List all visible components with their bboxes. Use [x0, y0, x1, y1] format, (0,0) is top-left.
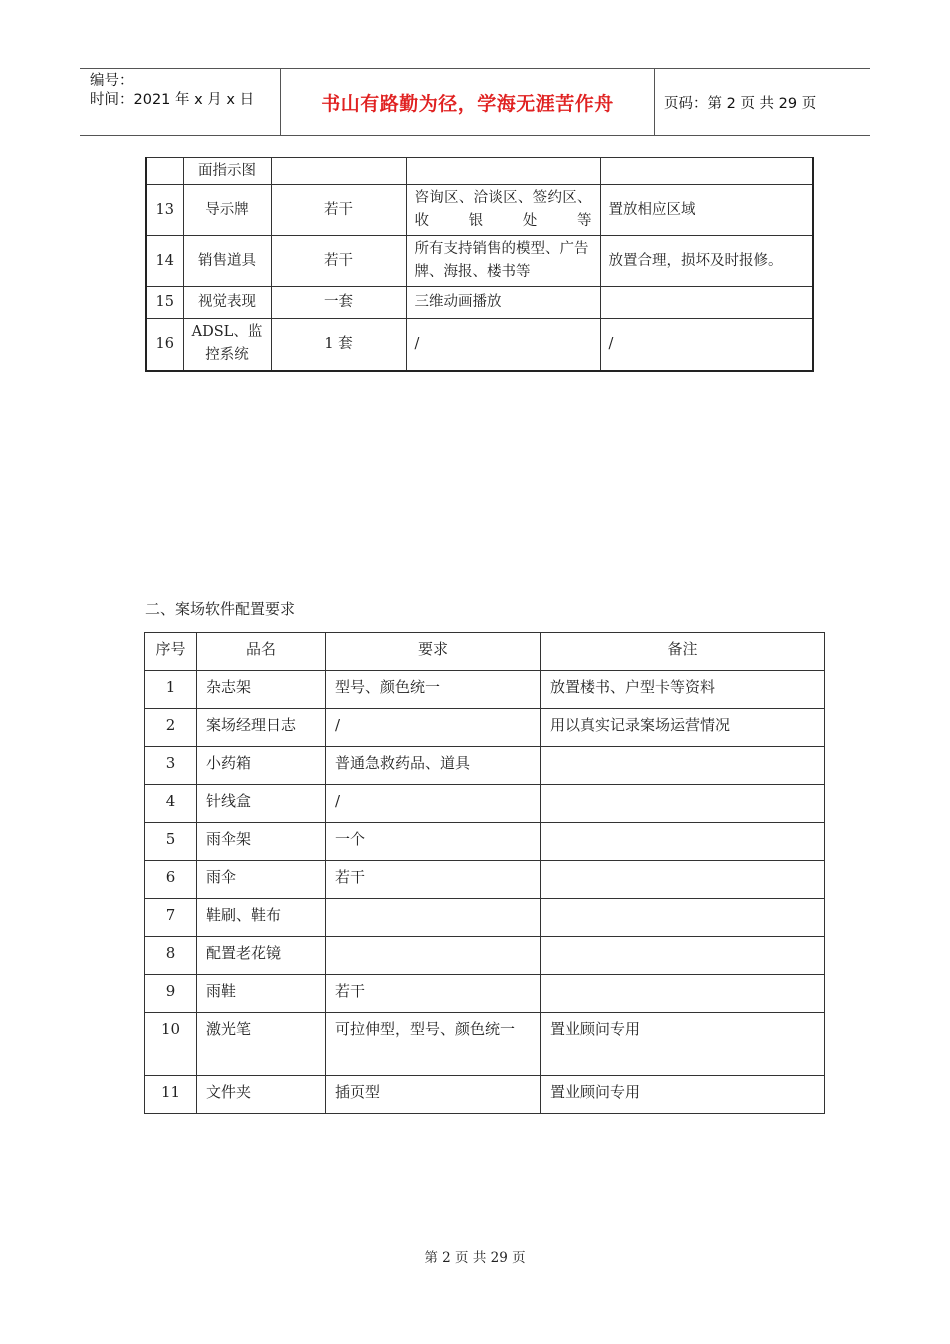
cell-no: 11 [145, 1076, 197, 1114]
cell-name: 雨鞋 [197, 975, 326, 1013]
table-header-row [145, 633, 825, 671]
cell-no: 4 [145, 785, 197, 823]
header-cell-no: 序号 [145, 633, 197, 671]
header-motto: 书山有路勤为径，学海无涯苦作舟 [281, 69, 655, 135]
hardware-table [145, 157, 814, 372]
table-row [146, 319, 813, 371]
table-row [145, 1076, 825, 1114]
table-row [145, 785, 825, 823]
page-header [80, 68, 870, 136]
cell-qty: 若干 [271, 185, 406, 236]
cell-note [600, 158, 813, 185]
cell-qty: 若干 [271, 236, 406, 287]
cell-desc: 三维动画播放 [406, 287, 600, 319]
header-number: 编号： [90, 73, 134, 89]
table-row [145, 861, 825, 899]
cell-name: 雨伞架 [197, 823, 326, 861]
cell-no: 14 [146, 236, 183, 287]
cell-req: 一个 [326, 823, 541, 861]
cell-no: 10 [145, 1013, 197, 1076]
table-row [145, 823, 825, 861]
header-cell-req: 要求 [326, 633, 541, 671]
cell-req: 可拉伸型，型号、颜色统一 [326, 1013, 541, 1076]
cell-desc [406, 158, 600, 185]
header-meta [80, 69, 281, 135]
cell-no: 15 [146, 287, 183, 319]
cell-note [600, 287, 813, 319]
cell-note: 放置合理，损坏及时报修。 [600, 236, 813, 287]
cell-qty: 一套 [271, 287, 406, 319]
cell-req: / [326, 709, 541, 747]
cell-no: 6 [145, 861, 197, 899]
table-row [146, 287, 813, 319]
cell-name: 案场经理日志 [197, 709, 326, 747]
cell-req: 普通急救药品、道具 [326, 747, 541, 785]
cell-no: 2 [145, 709, 197, 747]
cell-note [541, 747, 825, 785]
cell-desc: 咨询区、洽谈区、签约区、收银处等 [406, 185, 600, 236]
cell-note: 置业顾问专用 [541, 1076, 825, 1114]
cell-no: 16 [146, 319, 183, 371]
header-page-info: 页码：第 2 页 共 29 页 [664, 95, 817, 112]
table-row [145, 709, 825, 747]
cell-qty: 1 套 [271, 319, 406, 371]
table-row [145, 747, 825, 785]
cell-name: 杂志架 [197, 671, 326, 709]
cell-name: 雨伞 [197, 861, 326, 899]
cell-no: 3 [145, 747, 197, 785]
cell-no: 8 [145, 937, 197, 975]
cell-name: 配置老花镜 [197, 937, 326, 975]
cell-note: / [600, 319, 813, 371]
cell-qty [271, 158, 406, 185]
cell-no [146, 158, 183, 185]
cell-req [326, 937, 541, 975]
cell-note [541, 823, 825, 861]
cell-no: 7 [145, 899, 197, 937]
table-row [146, 158, 813, 185]
table-row [146, 185, 813, 236]
table-row [145, 671, 825, 709]
page-footer: 第 2 页 共 29 页 [424, 1250, 526, 1266]
header-cell-note: 备注 [541, 633, 825, 671]
cell-note [541, 937, 825, 975]
cell-req: 若干 [326, 975, 541, 1013]
cell-note: 置放相应区域 [600, 185, 813, 236]
cell-req: 型号、颜色统一 [326, 671, 541, 709]
cell-desc: / [406, 319, 600, 371]
cell-note: 置业顾问专用 [541, 1013, 825, 1076]
cell-name: 激光笔 [197, 1013, 326, 1076]
table-row [145, 1013, 825, 1076]
cell-req: / [326, 785, 541, 823]
cell-name: 文件夹 [197, 1076, 326, 1114]
cell-note [541, 975, 825, 1013]
software-table [144, 632, 825, 1114]
cell-no: 5 [145, 823, 197, 861]
cell-note [541, 785, 825, 823]
table-row [145, 937, 825, 975]
cell-name: 导示牌 [183, 185, 271, 236]
cell-name: 鞋刷、鞋布 [197, 899, 326, 937]
header-time: 时间：2021 年 x 月 x 日 [90, 92, 255, 108]
cell-note [541, 861, 825, 899]
cell-name: 小药箱 [197, 747, 326, 785]
cell-note: 用以真实记录案场运营情况 [541, 709, 825, 747]
table-row [145, 899, 825, 937]
cell-note [541, 899, 825, 937]
table-row [146, 236, 813, 287]
cell-no: 9 [145, 975, 197, 1013]
cell-note: 放置楼书、户型卡等资料 [541, 671, 825, 709]
cell-name: 视觉表现 [183, 287, 271, 319]
cell-name: 针线盒 [197, 785, 326, 823]
cell-req [326, 899, 541, 937]
cell-req: 插页型 [326, 1076, 541, 1114]
cell-req: 若干 [326, 861, 541, 899]
cell-no: 13 [146, 185, 183, 236]
cell-name: 面指示图 [183, 158, 271, 185]
cell-desc: 所有支持销售的模型、广告牌、海报、楼书等 [406, 236, 600, 287]
cell-no: 1 [145, 671, 197, 709]
cell-name: ADSL、监控系统 [183, 319, 271, 371]
table-row [145, 975, 825, 1013]
header-cell-name: 品名 [197, 633, 326, 671]
section-title: 二、案场软件配置要求 [145, 600, 296, 618]
cell-name: 销售道具 [183, 236, 271, 287]
